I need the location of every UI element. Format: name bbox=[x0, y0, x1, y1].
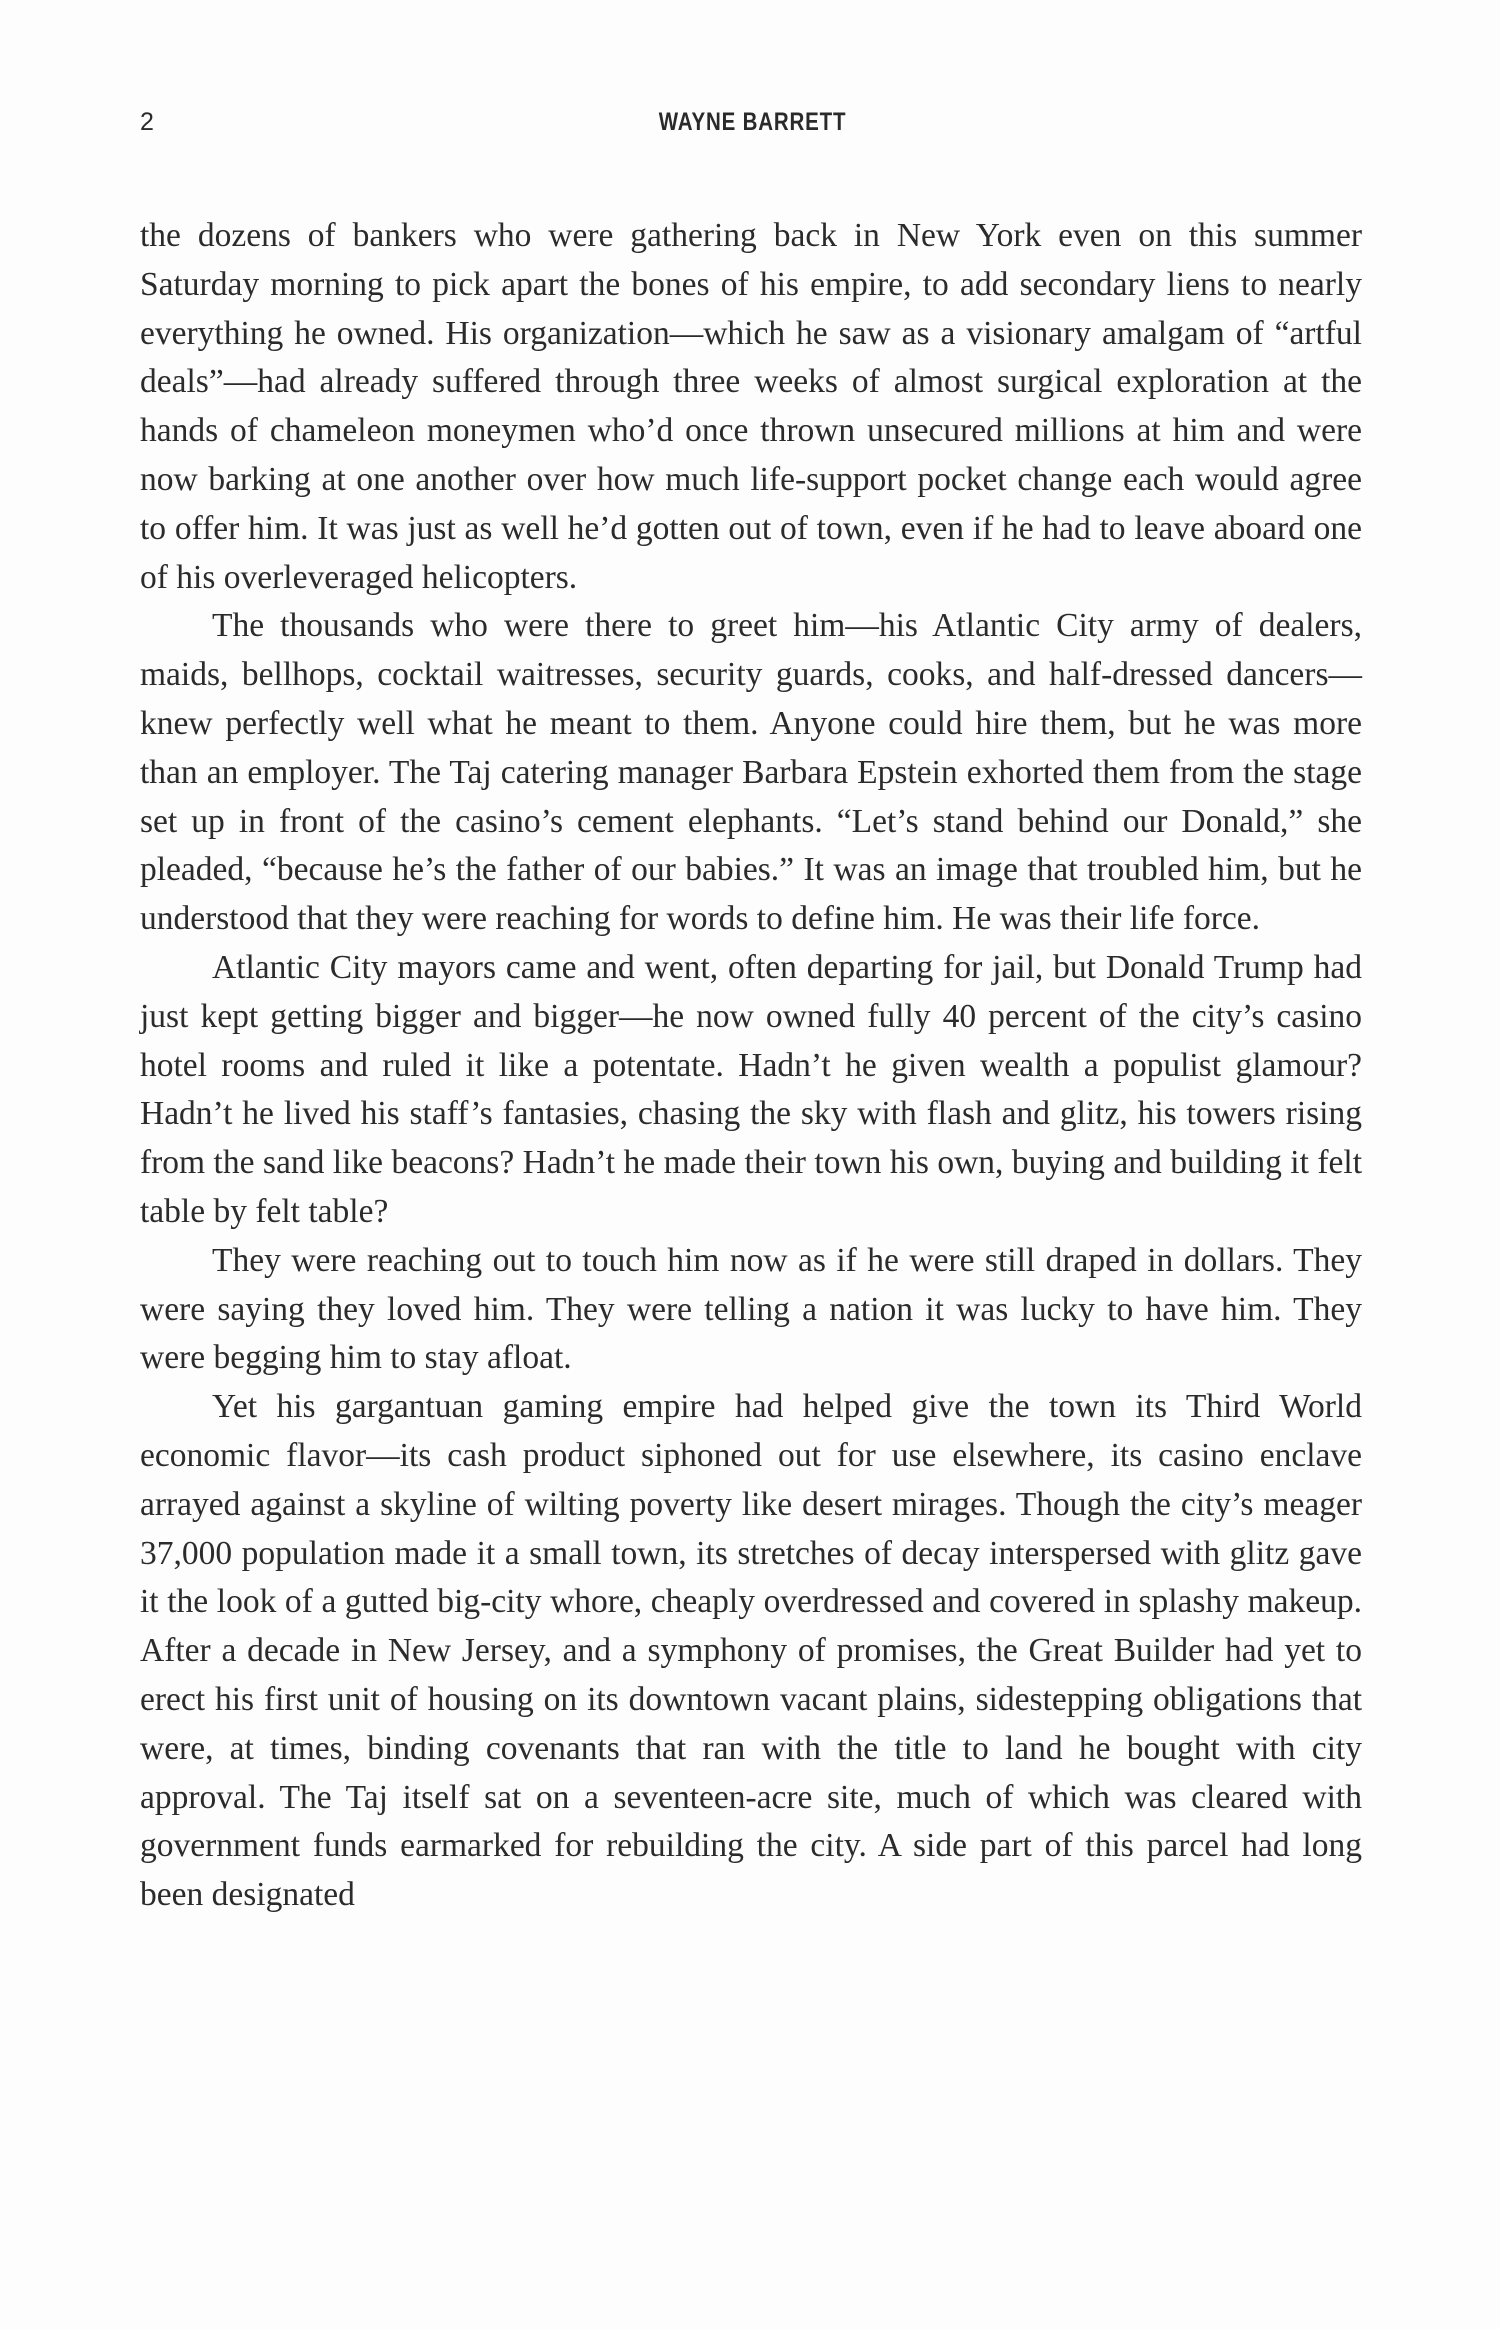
body-text bbox=[140, 212, 1362, 1920]
paragraph-1: the dozens of bankers who were gathering back in New York even on this summer Saturday morning to pick apart the bones of his empire, to add secondary liens to nearly everything he owned. His organization—which he saw as a visionary amalgam of “artful deals”—had already suffered through three weeks of almost surgical exploration at the hands of chameleon moneymen who’d once thrown unsecured millions at him and were now barking at one another over how much life-support pocket change each would agree to offer him. It was just as well he’d gotten out of town, even if he had to leave aboard one of his overleveraged helicopters. bbox=[140, 217, 1362, 596]
paragraph-2: The thousands who were there to greet him—his Atlantic City army of dealers, maids, bellhops, cocktail waitresses, security guards, cooks, and half-dressed dancers—knew perfectly well what he meant to them. Anyone could hire them, but he was more than an employer. The Taj catering manager Barbara Epstein exhorted them from the stage set up in front of the casino’s cement elephants. “Let’s stand behind our Donald,” she pleaded, “because he’s the father of our babies.” It was an image that troubled him, but he understood that they were reaching for words to define him. He was their life force. bbox=[140, 607, 1362, 938]
running-head bbox=[140, 108, 1365, 148]
running-head-author: WAYNE BARRETT bbox=[658, 108, 847, 136]
paragraph-4: They were reaching out to touch him now as if he were still draped in dollars. They were saying they loved him. They were telling a nation it was lucky to have him. They were begging him to stay afloat. bbox=[140, 1241, 1362, 1377]
page-number: 2 bbox=[140, 108, 154, 136]
paragraph-3: Atlantic City mayors came and went, often departing for jail, but Donald Trump had just kept getting bigger and bigger—he now owned fully 40 percent of the city’s casino hotel rooms and ruled it like a potentate. Hadn’t he given wealth a populist glamour? Hadn’t he lived his staff’s fantasies, chasing the sky with flash and glitz, his towers rising from the sand like beacons? Hadn’t he made their town his own, buying and building it felt table by felt table? bbox=[140, 948, 1362, 1230]
paragraph-5: Yet his gargantuan gaming empire had helped give the town its Third World economic flavor—its cash product siphoned out for use elsewhere, its casino enclave arrayed against a skyline of wilting poverty like desert mirages. Though the city’s meager 37,000 population made it a small town, its stretches of decay interspersed with glitz gave it the look of a gutted big-city whore, cheaply overdressed and covered in splashy makeup. After a decade in New Jersey, and a symphony of promises, the Great Builder had yet to erect his first unit of housing on its downtown vacant plains, sidestepping obligations that were, at times, binding covenants that ran with the title to land he bought with city approval. The Taj itself sat on a seventeen-acre site, much of which was cleared with government funds earmarked for rebuilding the city. A side part of this parcel had long been designated bbox=[140, 1388, 1362, 1914]
